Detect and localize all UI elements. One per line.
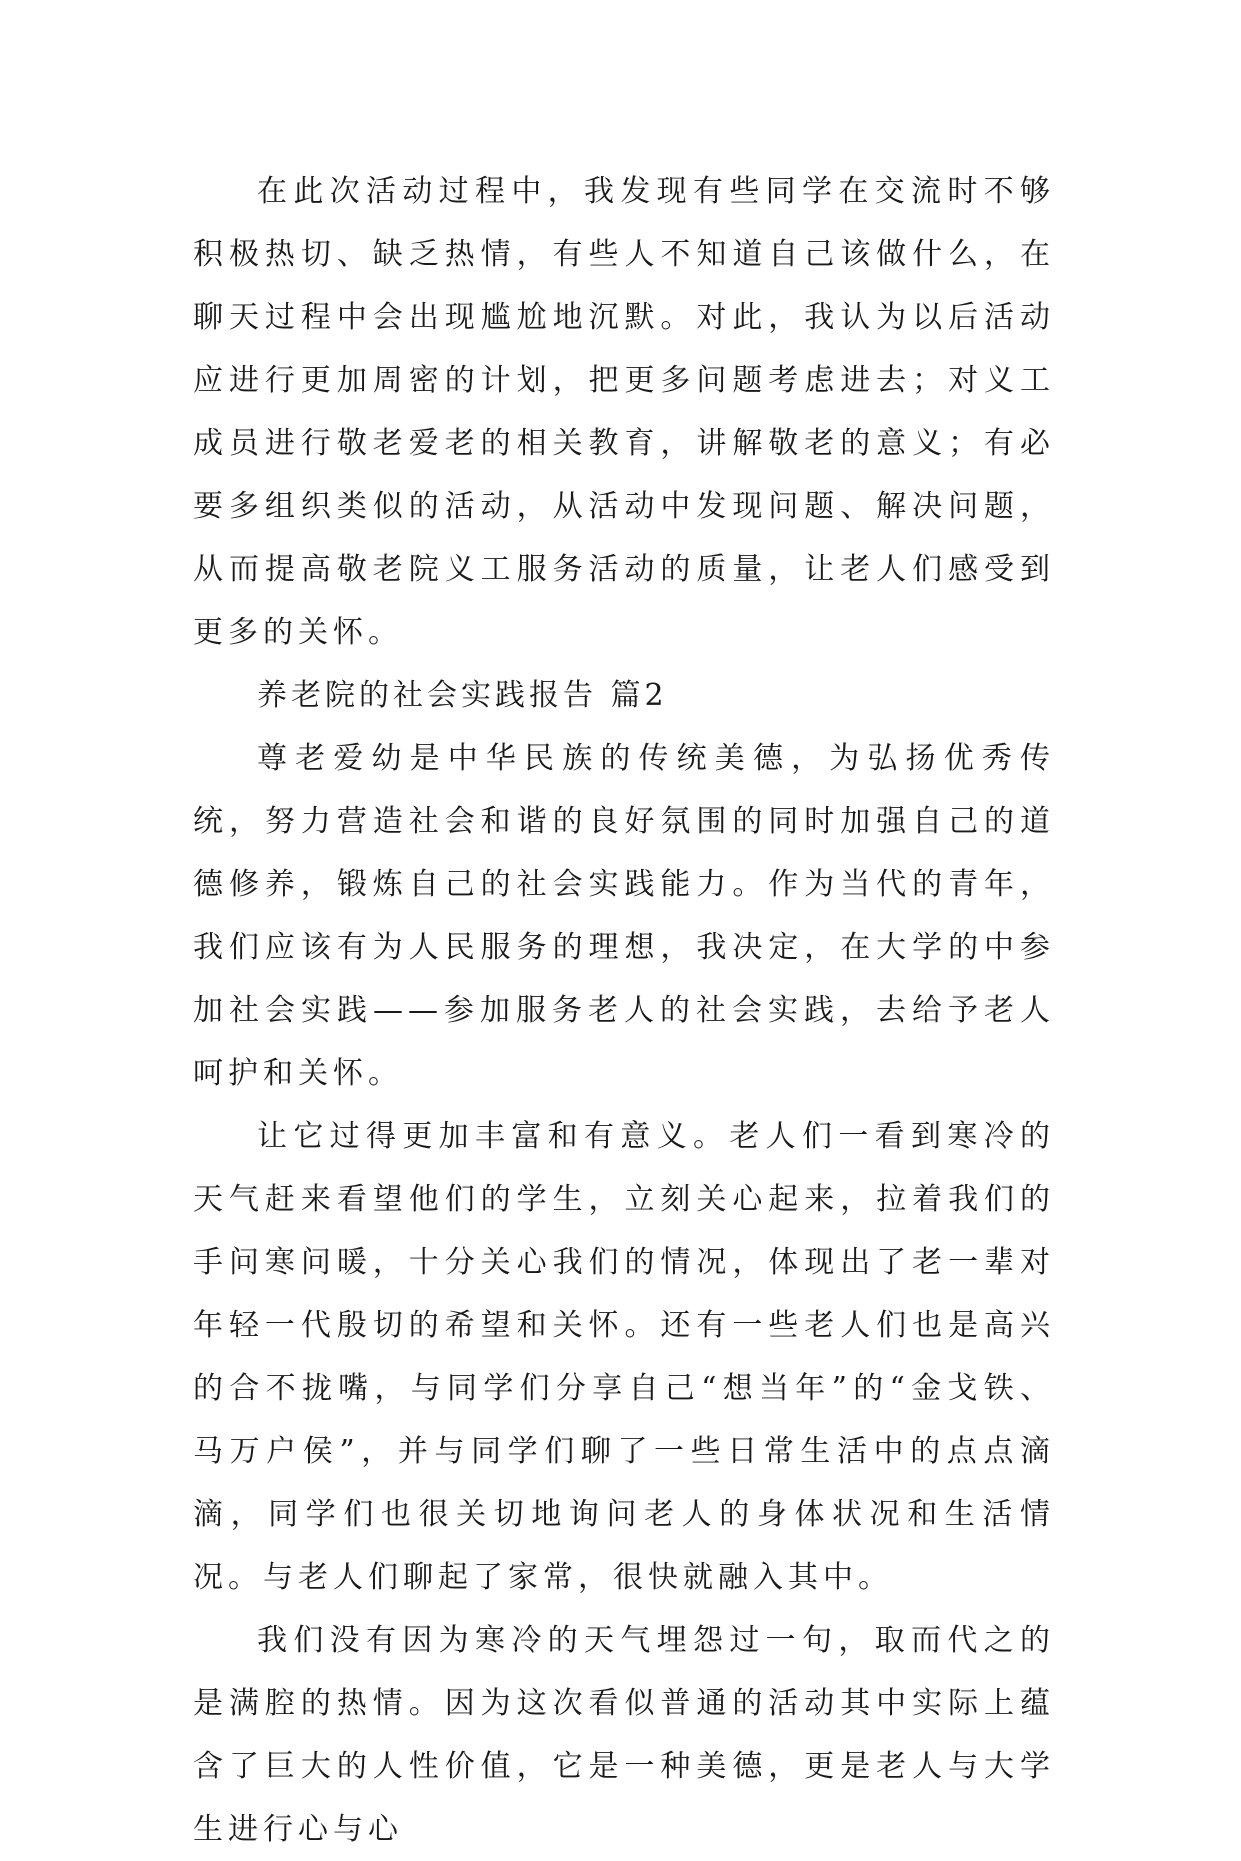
document-body (193, 160, 1055, 1861)
paragraph-reflection: 在此次活动过程中，我发现有些同学在交流时不够积极热切、缺乏热情，有些人不知道自己该做什么，在聊天过程中会出现尴尬地沉默。对此，我认为以后活动应进行更加周密的计划，把更多问题考虑进去；对义工成员进行敬老爱老的相关教育，讲解敬老的意义；有必要多组织类似的活动，从活动中发现问题、解决问题，从而提高敬老院义工服务活动的质量，让老人们感受到更多的关怀。 (193, 174, 1055, 650)
paragraph-enthusiasm: 我们没有因为寒冷的天气埋怨过一句，取而代之的是满腔的热情。因为这次看似普通的活动其中实际上蕴含了巨大的人性价值，它是一种美德，更是老人与大学生进行心与心 (193, 1623, 1055, 1847)
paragraph-visit: 让它过得更加丰富和有意义。老人们一看到寒冷的天气赶来看望他们的学生，立刻关心起来，拉着我们的手问寒问暖，十分关心我们的情况，体现出了老一辈对年轻一代殷切的希望和关怀。还有一些老人们也是高兴的合不拢嘴，与同学们分享自己“想当年”的“金戈铁、马万户侯”，并与同学们聊了一些日常生活中的点点滴滴，同学们也很关切地询问老人的身体状况和生活情况。与老人们聊起了家常，很快就融入其中。 (193, 1119, 1055, 1595)
section-heading: 养老院的社会实践报告 篇2 (257, 678, 668, 713)
paragraph-intro: 尊老爱幼是中华民族的传统美德，为弘扬优秀传统，努力营造社会和谐的良好氛围的同时加强自己的道德修养，锻炼自己的社会实践能力。作为当代的青年，我们应该有为人民服务的理想，我决定，在大学的中参加社会实践——参加服务老人的社会实践，去给予老人呵护和关怀。 (193, 741, 1055, 1091)
